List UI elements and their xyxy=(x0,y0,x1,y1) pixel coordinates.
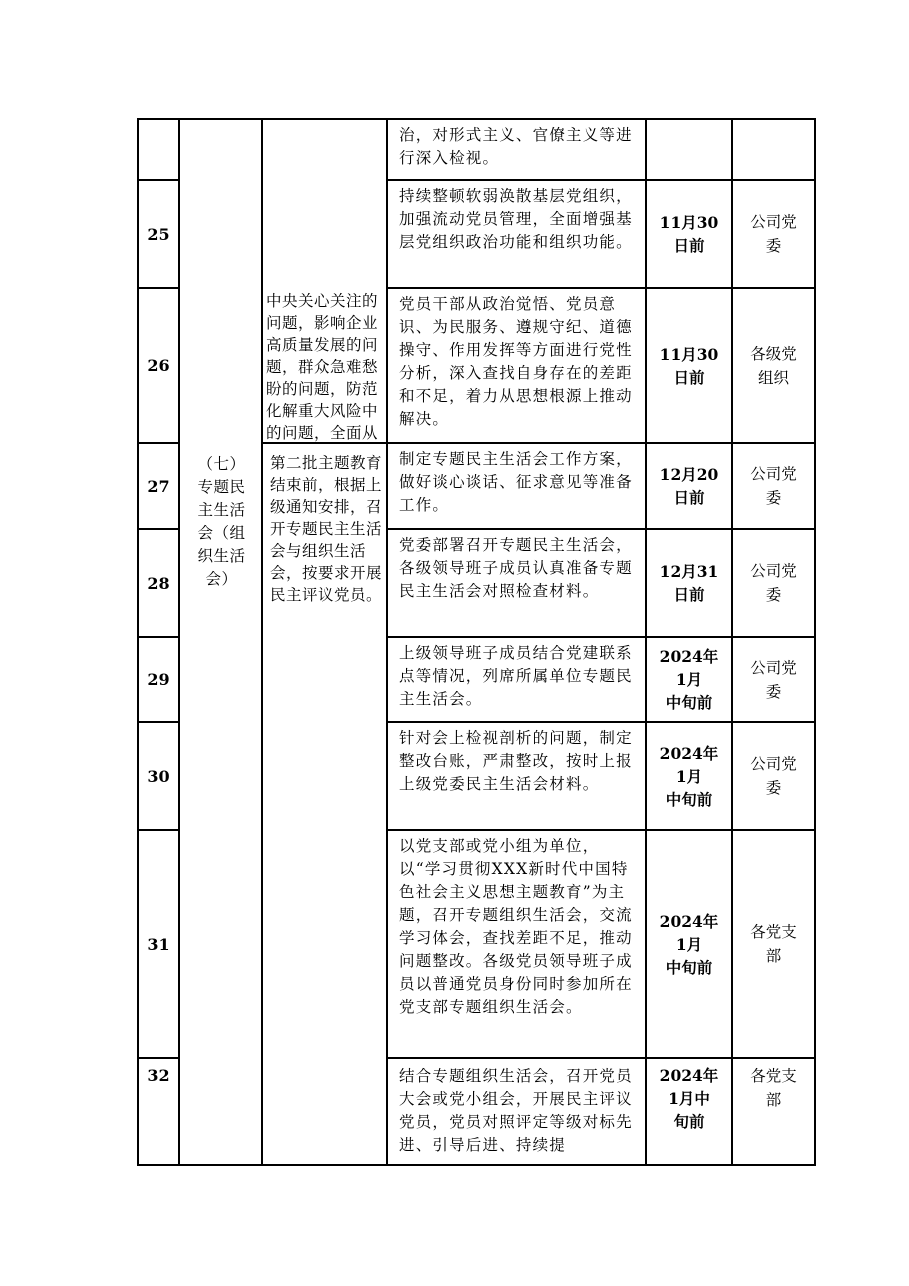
topic-line: （七） xyxy=(197,455,246,473)
org-line: 公司党 xyxy=(750,213,797,231)
category-cell-lower xyxy=(268,452,386,692)
row-responsible-org xyxy=(732,830,815,1058)
org-line: 各党支 xyxy=(750,1067,797,1085)
row-content: 针对会上检视剖析的问题，制定整改台账，严肃整改，按时上报上级党委民主生活会材料。 xyxy=(399,729,633,793)
org-line: 各级党 xyxy=(750,344,797,363)
deadline-line: 1月 xyxy=(675,934,703,954)
deadline-line: 旬前 xyxy=(673,1112,705,1131)
row-responsible-org xyxy=(732,529,815,637)
row-number: 29 xyxy=(147,670,170,689)
org-line: 委 xyxy=(765,779,782,797)
deadline-line: 中旬前 xyxy=(665,693,713,712)
row-number: 26 xyxy=(147,356,170,375)
org-line: 部 xyxy=(765,947,782,965)
org-line: 公司党 xyxy=(750,755,797,773)
row-content: 党委部署召开专题民主生活会，各级领导班子成员认真准备专题民主生活会对照检查材料。 xyxy=(399,536,633,600)
deadline-line: 12月20 xyxy=(659,465,719,484)
topic-line: 会（组 xyxy=(197,524,246,542)
deadline-line: 1月 xyxy=(675,670,703,689)
deadline-line: 1月 xyxy=(675,766,703,786)
org-line: 公司党 xyxy=(750,658,797,677)
category-text-upper: 中央关心关注的问题，影响企业高质量发展的问题，群众急难愁盼的问题，防范化解重大风险中的问题，全面从 xyxy=(266,292,379,442)
row-deadline xyxy=(646,180,732,288)
row-responsible-org xyxy=(732,288,815,443)
row-deadline xyxy=(646,830,732,1058)
row-responsible-org xyxy=(732,180,815,288)
row-responsible-org xyxy=(732,443,815,529)
row-content: 上级领导班子成员结合党建联系点等情况，列席所属单位专题民主生活会。 xyxy=(399,644,633,708)
row-content: 以党支部或党小组为单位，以“学习贯彻XXX新时代中国特色社会主义思想主题教育”为主题，召开专题组织生活会，交流学习体会，查找差距不足，推动问题整改。各级党员领导班子成员以普通党员身份同时参加所在党支部专题组织生活会。 xyxy=(399,837,633,1016)
row-content: 结合专题组织生活会，召开党员大会或党小组会，开展民主评议党员，党员对照评定等级对标先进、引导后进、持续提 xyxy=(399,1067,633,1154)
table-vertical-rule xyxy=(178,119,180,1166)
row-number: 28 xyxy=(147,573,170,593)
org-line: 各党支 xyxy=(750,923,797,941)
topic-line: 专题民 xyxy=(197,478,246,496)
deadline-line: 11月30 xyxy=(659,213,719,232)
row-number: 31 xyxy=(147,934,170,954)
deadline-line: 中旬前 xyxy=(665,789,713,809)
deadline-line: 1月中 xyxy=(668,1089,710,1108)
row-responsible-org xyxy=(732,637,815,722)
deadline-line: 12月31 xyxy=(659,562,719,581)
row-responsible-org xyxy=(732,722,815,830)
deadline-line: 2024年 xyxy=(659,911,719,931)
row-deadline xyxy=(646,637,732,722)
topic-cell xyxy=(181,453,262,603)
category-cell-upper xyxy=(265,290,387,442)
row-number xyxy=(139,119,178,180)
row-deadline xyxy=(646,443,732,529)
deadline-line: 中旬前 xyxy=(665,957,713,977)
row-content: 制定专题民主生活会工作方案，做好谈心谈话、征求意见等准备工作。 xyxy=(399,450,633,514)
row-deadline xyxy=(646,722,732,830)
deadline-line: 日前 xyxy=(673,236,705,255)
row-content: 治，对形式主义、官僚主义等进行深入检视。 xyxy=(399,126,633,167)
deadline-line: 11月30 xyxy=(659,344,719,364)
org-line: 公司党 xyxy=(750,562,797,580)
org-line: 部 xyxy=(765,1091,782,1109)
deadline-line: 2024年 xyxy=(659,743,719,763)
row-deadline xyxy=(646,288,732,443)
row-number: 27 xyxy=(147,476,170,496)
row-deadline xyxy=(646,1064,732,1136)
row-content: 党员干部从政治觉悟、党员意识、为民服务、遵规守纪、道德操守、作用发挥等方面进行党性分析，深入查找自身存在的差距和不足，着力从思想根源上推动解决。 xyxy=(399,295,633,428)
row-number: 25 xyxy=(147,224,170,244)
topic-line: 织生活 xyxy=(197,547,246,565)
table-horizontal-rule xyxy=(137,118,816,120)
deadline-line: 日前 xyxy=(673,488,705,507)
topic-line: 会） xyxy=(205,570,238,588)
org-line: 组织 xyxy=(757,368,789,387)
deadline-line: 日前 xyxy=(673,585,705,604)
row-content: 持续整顿软弱涣散基层党组织，加强流动党员管理，全面增强基层党组织政治功能和组织功能。 xyxy=(399,187,633,251)
deadline-line: 2024年 xyxy=(659,1066,719,1085)
org-line: 委 xyxy=(765,586,782,604)
row-number: 30 xyxy=(147,766,170,786)
org-line: 委 xyxy=(765,682,782,701)
org-line: 委 xyxy=(765,237,782,255)
deadline-line: 2024年 xyxy=(659,647,719,666)
category-text-lower: 第二批主题教育结束前，根据上级通知安排，召开专题民主生活会与组织生活会，按要求开展民主评议党员。 xyxy=(270,454,383,604)
topic-line: 主生活 xyxy=(197,501,246,519)
row-responsible-org xyxy=(732,1064,815,1114)
deadline-line: 日前 xyxy=(673,367,705,387)
row-number: 32 xyxy=(147,1065,170,1085)
table-vertical-rule xyxy=(261,119,263,1166)
org-line: 委 xyxy=(765,489,782,507)
row-deadline xyxy=(646,529,732,637)
org-line: 公司党 xyxy=(750,465,797,483)
